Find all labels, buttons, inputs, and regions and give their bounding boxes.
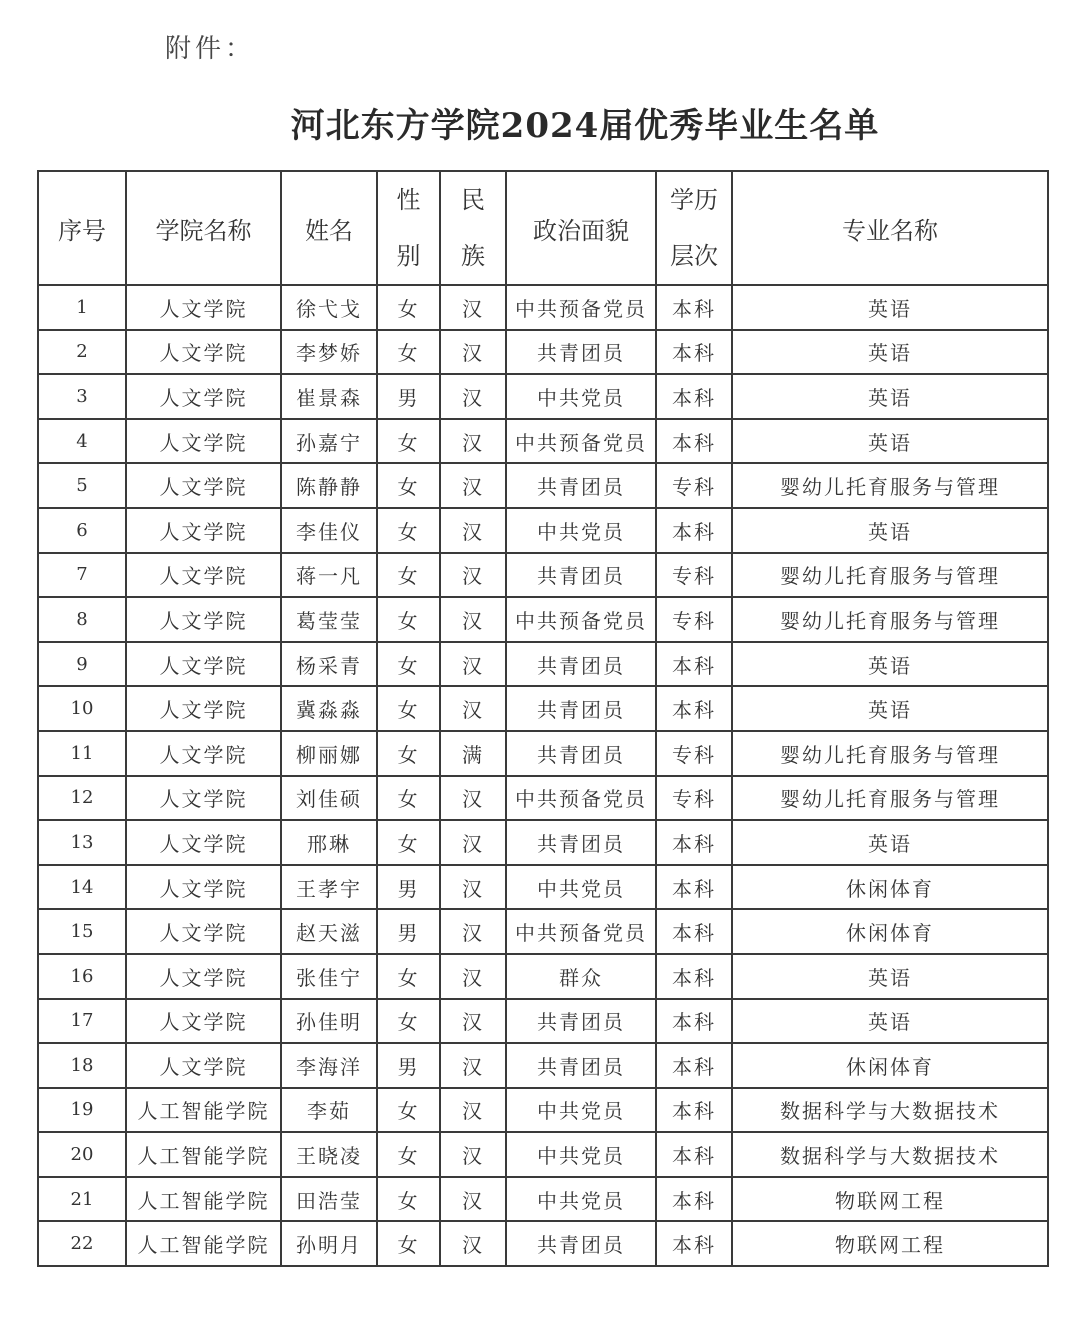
cell-college: 人文学院 <box>126 374 281 419</box>
cell-index: 7 <box>38 553 126 598</box>
cell-gender: 女 <box>377 463 440 508</box>
cell-political: 共青团员 <box>506 999 656 1044</box>
cell-index: 10 <box>38 686 126 731</box>
cell-level: 本科 <box>656 419 732 464</box>
cell-level: 本科 <box>656 1088 732 1133</box>
cell-ethnicity: 汉 <box>440 1177 506 1222</box>
cell-political: 中共预备党员 <box>506 419 656 464</box>
table-row <box>38 1132 1048 1177</box>
cell-major: 物联网工程 <box>732 1221 1048 1266</box>
cell-major: 数据科学与大数据技术 <box>732 1132 1048 1177</box>
cell-gender: 女 <box>377 776 440 821</box>
cell-gender: 男 <box>377 865 440 910</box>
cell-major: 英语 <box>732 820 1048 865</box>
cell-index: 17 <box>38 999 126 1044</box>
cell-major: 休闲体育 <box>732 1043 1048 1088</box>
column-header-gender <box>377 171 440 285</box>
cell-ethnicity: 汉 <box>440 1132 506 1177</box>
cell-name: 徐弋戈 <box>281 285 377 330</box>
cell-gender: 女 <box>377 954 440 999</box>
cell-political: 共青团员 <box>506 820 656 865</box>
document-title: 河北东方学院2024届优秀毕业生名单 <box>290 106 880 146</box>
cell-political: 中共预备党员 <box>506 285 656 330</box>
cell-college: 人文学院 <box>126 820 281 865</box>
cell-ethnicity: 汉 <box>440 820 506 865</box>
cell-major: 婴幼儿托育服务与管理 <box>732 776 1048 821</box>
table-row <box>38 330 1048 375</box>
graduate-roster-table <box>37 170 1049 1267</box>
cell-level: 专科 <box>656 553 732 598</box>
cell-level: 本科 <box>656 686 732 731</box>
cell-ethnicity: 汉 <box>440 642 506 687</box>
cell-name: 陈静静 <box>281 463 377 508</box>
table-row <box>38 1043 1048 1088</box>
cell-index: 9 <box>38 642 126 687</box>
cell-index: 13 <box>38 820 126 865</box>
cell-college: 人文学院 <box>126 419 281 464</box>
cell-political: 中共党员 <box>506 865 656 910</box>
cell-political: 共青团员 <box>506 686 656 731</box>
cell-gender: 女 <box>377 553 440 598</box>
cell-college: 人文学院 <box>126 463 281 508</box>
cell-gender: 女 <box>377 285 440 330</box>
cell-index: 5 <box>38 463 126 508</box>
cell-ethnicity: 汉 <box>440 1043 506 1088</box>
column-header-ethnicity-line2: 族 <box>461 242 485 270</box>
cell-ethnicity: 汉 <box>440 553 506 598</box>
cell-major: 数据科学与大数据技术 <box>732 1088 1048 1133</box>
cell-college: 人文学院 <box>126 686 281 731</box>
cell-college: 人工智能学院 <box>126 1221 281 1266</box>
cell-major: 休闲体育 <box>732 865 1048 910</box>
cell-gender: 女 <box>377 1177 440 1222</box>
cell-level: 本科 <box>656 508 732 553</box>
cell-major: 英语 <box>732 686 1048 731</box>
table-row <box>38 374 1048 419</box>
cell-political: 群众 <box>506 954 656 999</box>
table-row <box>38 553 1048 598</box>
table-row <box>38 776 1048 821</box>
cell-college: 人文学院 <box>126 1043 281 1088</box>
column-header-index: 序号 <box>38 171 126 285</box>
table-body <box>38 285 1048 1266</box>
cell-gender: 女 <box>377 1132 440 1177</box>
cell-college: 人文学院 <box>126 999 281 1044</box>
cell-index: 1 <box>38 285 126 330</box>
table-row <box>38 865 1048 910</box>
cell-index: 21 <box>38 1177 126 1222</box>
cell-college: 人工智能学院 <box>126 1132 281 1177</box>
column-header-ethnicity-line1: 民 <box>461 186 485 214</box>
cell-name: 葛莹莹 <box>281 597 377 642</box>
cell-political: 共青团员 <box>506 553 656 598</box>
table-row <box>38 954 1048 999</box>
cell-name: 王晓凌 <box>281 1132 377 1177</box>
cell-college: 人文学院 <box>126 776 281 821</box>
cell-major: 婴幼儿托育服务与管理 <box>732 731 1048 776</box>
cell-college: 人文学院 <box>126 508 281 553</box>
cell-major: 英语 <box>732 285 1048 330</box>
column-header-name: 姓名 <box>281 171 377 285</box>
cell-level: 本科 <box>656 865 732 910</box>
cell-index: 4 <box>38 419 126 464</box>
cell-gender: 女 <box>377 1221 440 1266</box>
table-row <box>38 1221 1048 1266</box>
cell-name: 杨采青 <box>281 642 377 687</box>
cell-college: 人文学院 <box>126 285 281 330</box>
cell-ethnicity: 汉 <box>440 1221 506 1266</box>
cell-name: 邢琳 <box>281 820 377 865</box>
table-row <box>38 999 1048 1044</box>
cell-level: 本科 <box>656 999 732 1044</box>
cell-major: 休闲体育 <box>732 909 1048 954</box>
cell-level: 本科 <box>656 642 732 687</box>
column-header-gender-line2: 别 <box>396 242 421 270</box>
cell-gender: 女 <box>377 686 440 731</box>
cell-political: 中共党员 <box>506 1088 656 1133</box>
table-row <box>38 508 1048 553</box>
cell-major: 英语 <box>732 374 1048 419</box>
cell-college: 人工智能学院 <box>126 1088 281 1133</box>
cell-college: 人工智能学院 <box>126 1177 281 1222</box>
cell-index: 12 <box>38 776 126 821</box>
cell-level: 本科 <box>656 954 732 999</box>
cell-ethnicity: 汉 <box>440 374 506 419</box>
table-row <box>38 686 1048 731</box>
cell-political: 中共预备党员 <box>506 597 656 642</box>
cell-political: 中共预备党员 <box>506 909 656 954</box>
table-row <box>38 909 1048 954</box>
cell-name: 李茹 <box>281 1088 377 1133</box>
cell-index: 22 <box>38 1221 126 1266</box>
cell-name: 冀淼淼 <box>281 686 377 731</box>
cell-name: 王孝宇 <box>281 865 377 910</box>
cell-political: 中共党员 <box>506 1132 656 1177</box>
cell-name: 孙佳明 <box>281 999 377 1044</box>
cell-gender: 女 <box>377 731 440 776</box>
cell-ethnicity: 汉 <box>440 776 506 821</box>
cell-ethnicity: 满 <box>440 731 506 776</box>
cell-level: 本科 <box>656 285 732 330</box>
cell-level: 专科 <box>656 463 732 508</box>
cell-name: 张佳宁 <box>281 954 377 999</box>
cell-political: 共青团员 <box>506 1043 656 1088</box>
cell-index: 15 <box>38 909 126 954</box>
cell-political: 共青团员 <box>506 463 656 508</box>
cell-political: 共青团员 <box>506 1221 656 1266</box>
cell-major: 英语 <box>732 642 1048 687</box>
cell-index: 8 <box>38 597 126 642</box>
cell-gender: 女 <box>377 1088 440 1133</box>
cell-major: 婴幼儿托育服务与管理 <box>732 463 1048 508</box>
cell-political: 共青团员 <box>506 642 656 687</box>
cell-name: 崔景森 <box>281 374 377 419</box>
cell-gender: 女 <box>377 642 440 687</box>
cell-gender: 男 <box>377 1043 440 1088</box>
cell-index: 3 <box>38 374 126 419</box>
cell-ethnicity: 汉 <box>440 954 506 999</box>
cell-gender: 男 <box>377 374 440 419</box>
cell-college: 人文学院 <box>126 330 281 375</box>
cell-college: 人文学院 <box>126 597 281 642</box>
table-row <box>38 419 1048 464</box>
cell-major: 英语 <box>732 999 1048 1044</box>
column-header-level <box>656 171 732 285</box>
cell-index: 6 <box>38 508 126 553</box>
table-row <box>38 820 1048 865</box>
cell-name: 柳丽娜 <box>281 731 377 776</box>
cell-name: 孙嘉宁 <box>281 419 377 464</box>
cell-ethnicity: 汉 <box>440 1088 506 1133</box>
column-header-political: 政治面貌 <box>506 171 656 285</box>
cell-level: 本科 <box>656 1177 732 1222</box>
cell-gender: 男 <box>377 909 440 954</box>
table-row <box>38 597 1048 642</box>
cell-index: 20 <box>38 1132 126 1177</box>
cell-college: 人文学院 <box>126 731 281 776</box>
cell-level: 本科 <box>656 1043 732 1088</box>
cell-ethnicity: 汉 <box>440 999 506 1044</box>
cell-political: 中共党员 <box>506 1177 656 1222</box>
column-header-college: 学院名称 <box>126 171 281 285</box>
cell-major: 婴幼儿托育服务与管理 <box>732 553 1048 598</box>
cell-gender: 女 <box>377 597 440 642</box>
cell-level: 专科 <box>656 776 732 821</box>
cell-political: 共青团员 <box>506 731 656 776</box>
cell-political: 中共预备党员 <box>506 776 656 821</box>
table-row <box>38 642 1048 687</box>
cell-ethnicity: 汉 <box>440 463 506 508</box>
cell-name: 刘佳硕 <box>281 776 377 821</box>
cell-ethnicity: 汉 <box>440 330 506 375</box>
table-row <box>38 731 1048 776</box>
cell-ethnicity: 汉 <box>440 909 506 954</box>
table-row <box>38 1088 1048 1133</box>
cell-gender: 女 <box>377 330 440 375</box>
table-row <box>38 285 1048 330</box>
cell-level: 本科 <box>656 820 732 865</box>
column-header-level-line2: 层次 <box>670 242 718 270</box>
cell-major: 英语 <box>732 330 1048 375</box>
cell-ethnicity: 汉 <box>440 597 506 642</box>
cell-ethnicity: 汉 <box>440 419 506 464</box>
cell-level: 专科 <box>656 597 732 642</box>
table-row <box>38 463 1048 508</box>
cell-college: 人文学院 <box>126 954 281 999</box>
column-header-ethnicity <box>440 171 506 285</box>
cell-index: 16 <box>38 954 126 999</box>
cell-name: 李梦娇 <box>281 330 377 375</box>
cell-college: 人文学院 <box>126 865 281 910</box>
cell-major: 英语 <box>732 508 1048 553</box>
attachment-label: 附件： <box>165 34 256 64</box>
header-row <box>38 171 1048 285</box>
cell-level: 本科 <box>656 330 732 375</box>
cell-gender: 女 <box>377 419 440 464</box>
cell-ethnicity: 汉 <box>440 508 506 553</box>
column-header-level-line1: 学历 <box>670 186 718 214</box>
cell-level: 专科 <box>656 731 732 776</box>
cell-ethnicity: 汉 <box>440 865 506 910</box>
cell-index: 14 <box>38 865 126 910</box>
cell-major: 英语 <box>732 954 1048 999</box>
cell-index: 2 <box>38 330 126 375</box>
cell-major: 英语 <box>732 419 1048 464</box>
cell-level: 本科 <box>656 1221 732 1266</box>
cell-college: 人文学院 <box>126 642 281 687</box>
cell-ethnicity: 汉 <box>440 686 506 731</box>
cell-name: 赵天滋 <box>281 909 377 954</box>
cell-ethnicity: 汉 <box>440 285 506 330</box>
cell-major: 婴幼儿托育服务与管理 <box>732 597 1048 642</box>
cell-political: 共青团员 <box>506 330 656 375</box>
cell-name: 蒋一凡 <box>281 553 377 598</box>
cell-name: 李佳仪 <box>281 508 377 553</box>
cell-gender: 女 <box>377 820 440 865</box>
cell-name: 田浩莹 <box>281 1177 377 1222</box>
cell-level: 本科 <box>656 374 732 419</box>
cell-gender: 女 <box>377 508 440 553</box>
table-row <box>38 1177 1048 1222</box>
cell-index: 19 <box>38 1088 126 1133</box>
cell-level: 本科 <box>656 909 732 954</box>
cell-name: 孙明月 <box>281 1221 377 1266</box>
cell-name: 李海洋 <box>281 1043 377 1088</box>
cell-college: 人文学院 <box>126 909 281 954</box>
cell-index: 11 <box>38 731 126 776</box>
cell-major: 物联网工程 <box>732 1177 1048 1222</box>
cell-level: 本科 <box>656 1132 732 1177</box>
table-header <box>38 171 1048 285</box>
column-header-major: 专业名称 <box>732 171 1048 285</box>
cell-political: 中共党员 <box>506 374 656 419</box>
cell-gender: 女 <box>377 999 440 1044</box>
cell-political: 中共党员 <box>506 508 656 553</box>
cell-college: 人文学院 <box>126 553 281 598</box>
cell-index: 18 <box>38 1043 126 1088</box>
column-header-gender-line1: 性 <box>396 186 421 214</box>
